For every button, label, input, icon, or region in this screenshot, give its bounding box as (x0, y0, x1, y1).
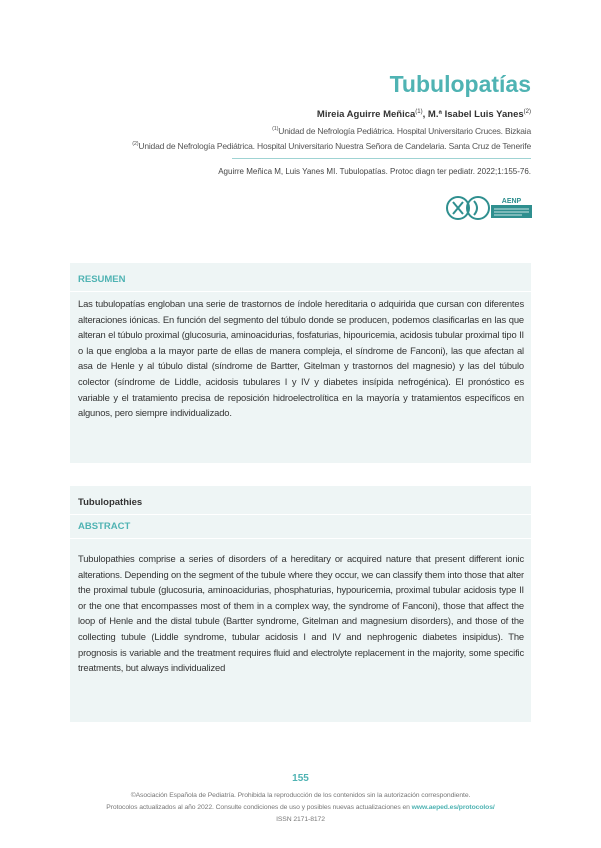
affiliation-2 (132, 141, 531, 151)
english-title: Tubulopathies (78, 497, 143, 508)
protocols-notice (0, 804, 601, 811)
copyright-notice: ©Asociación Española de Pediatría. Prohibida la reproducción de los contenidos sin la autorización correspondiente. (130, 792, 471, 799)
resumen-text: Las tubulopatías engloban una serie de trastornos de índole hereditaria o adquirida que cursan con diferentes alteraciones iónicas. En función del segmento del túbulo donde se producen, podemos clasificarlas en las que alteran el túbulo proximal (glucosuria, aminoacidurias, fosfaturias, hipouricemia, acidosis tubular proximal tipo II o la que engloba a la mayor parte de ellas de manera compleja, el síndrome de Fanconi), las que afectan al asa de Henle y al túbulo distal (síndrome de Bartter, Gitelman y trastornos del magnesio) y las del túbulo colector (síndrome de Liddle, acidosis tubulares I y IV y diabetes insípida nefrogénica). El pronóstico es variable y el tratamiento precisa de reposición hidroelectrolítica en la mayoría y tratamientos específicos en algunos, pero siempre individualizado. (78, 298, 524, 419)
issn: ISSN 2171-8172 (276, 816, 325, 823)
resumen-heading: RESUMEN (78, 274, 126, 285)
abstract-heading: ABSTRACT (78, 521, 131, 532)
affiliation-2-text: Unidad de Nefrología Pediátrica. Hospital Universitario Nuestra Señora de Candelaria. Santa Cruz de Tenerife (138, 141, 531, 151)
abstract-text: Tubulopathies comprise a series of disorders of a hereditary or acquired nature that present different ionic alterations. Depending on the segment of the tubule where they occur, we can classify them into those that alter the proximal tubule (glucosuria, aminoacidurias, phosphaturias, hypouricemia, proximal tubular acidosis type II or the one that encompasses most of them in a complex way, the syndrome of Fanconi), those that affect the loop of Henle and the distal tubule (Bartter syndrome, Gitelman and magnesium disorders), and those of the collecting tubule (Liddle syndrome, tubular acidosis I and IV and nephrogenic diabetes insipidus). The prognosis is variable and the treatment requires fluid and electrolyte replacement in the majority, some specific treatments, but always individualized (78, 553, 524, 674)
affiliation-2-mark: (2) (132, 141, 139, 148)
page-title: Tubulopatías (389, 71, 531, 97)
abstract-divider (70, 538, 531, 539)
aenp-logo-icon (446, 193, 532, 223)
english-title-divider (70, 514, 531, 515)
resumen-divider (70, 291, 531, 292)
author-separator: , (422, 109, 428, 121)
header-divider (232, 158, 531, 159)
affiliation-1-mark: (1) (272, 126, 279, 133)
protocols-text: Protocolos actualizados al año 2022. Consulte condiciones de uso y posibles nuevas actualizaciones en (106, 804, 412, 811)
author-2: M.ª Isabel Luis Yanes (427, 109, 524, 121)
authors (317, 109, 531, 120)
page-number: 155 (292, 773, 309, 784)
author-1-affiliation-mark: (1) (415, 109, 423, 115)
affiliation-1 (272, 126, 531, 136)
protocols-link[interactable]: www.aeped.es/protocolos/ (411, 804, 495, 811)
author-1: Mireia Aguirre Meñica (316, 109, 416, 121)
author-2-affiliation-mark: (2) (523, 109, 531, 115)
citation: Aguirre Meñica M, Luis Yanes MI. Tubulopatías. Protoc diagn ter pediatr. 2022;1:155-76. (218, 167, 531, 176)
logo-label: AENP (501, 198, 522, 205)
affiliation-1-text: Unidad de Nefrología Pediátrica. Hospital Universitario Cruces. Bizkaia (278, 126, 531, 136)
